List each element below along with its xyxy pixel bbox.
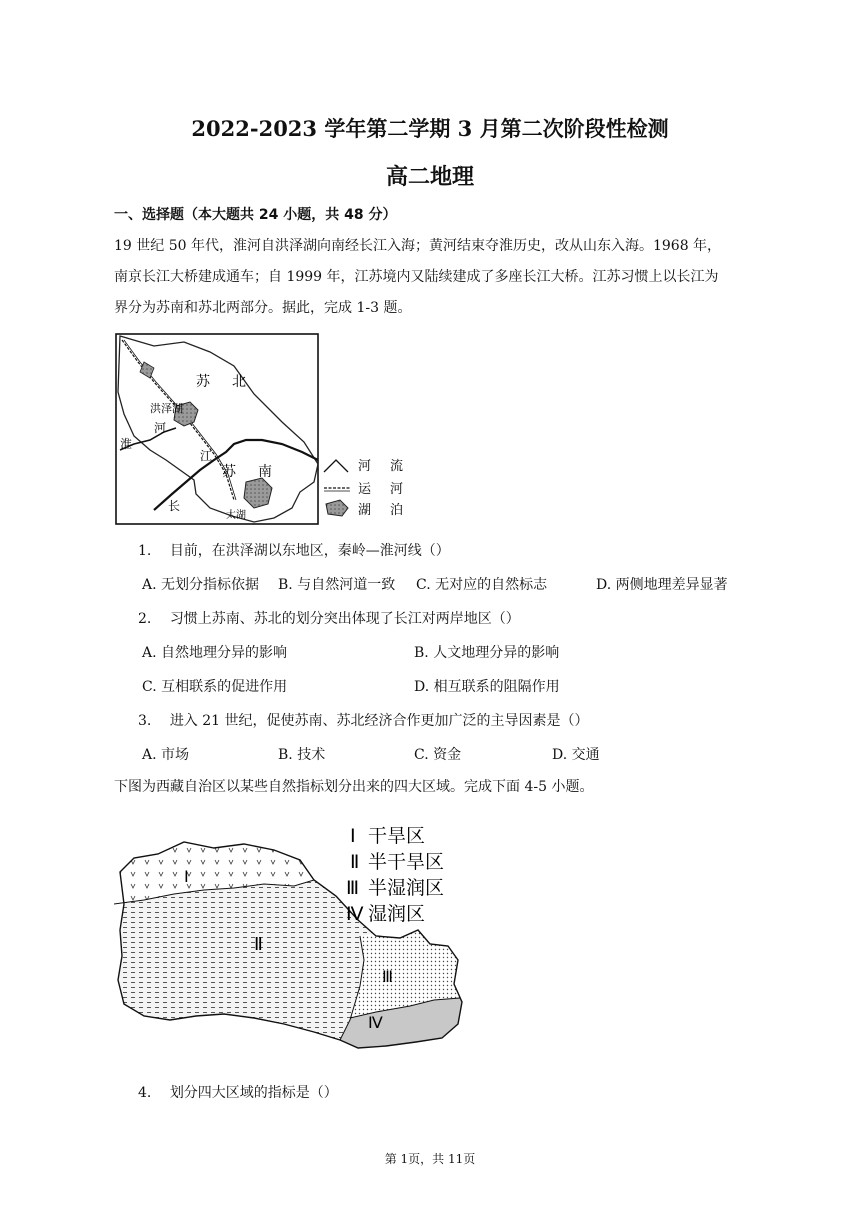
legend-numeral-iv: Ⅳ [346, 903, 364, 925]
tibet-map [114, 820, 474, 1065]
legend-name-iv: 湿润区 [368, 903, 426, 925]
legend-numeral-iii: Ⅲ [346, 877, 360, 899]
river-legend-icon [324, 460, 348, 472]
label-region-i: Ⅰ [184, 867, 189, 886]
option-1c: C. 无对应的自然标志 [416, 577, 548, 593]
question-stem: 习惯上苏南、苏北的划分突出体现了长江对两岸地区（） [169, 611, 520, 627]
option-3b: B. 技术 [278, 747, 326, 763]
question-stem: 目前，在洪泽湖以东地区，秦岭—淮河线（） [169, 543, 450, 559]
legend-canal-1: 运 [358, 482, 372, 497]
legend-lake-1: 湖 [358, 503, 372, 518]
legend-numeral-ii: Ⅱ [350, 851, 360, 873]
legend-name-ii: 半干旱区 [368, 851, 445, 873]
question-number: 4. [138, 1085, 152, 1101]
label-nan: 南 [258, 464, 272, 480]
question-4 [138, 1082, 338, 1102]
question-number: 3. [138, 713, 152, 729]
label-region-iii: Ⅲ [382, 967, 394, 986]
question-2 [138, 608, 520, 628]
legend-river-2: 流 [390, 459, 404, 474]
label-huai: 淮 [120, 437, 133, 451]
legend-name-i: 干旱区 [368, 825, 426, 847]
label-region-iv: Ⅳ [368, 1013, 383, 1032]
exam-title: 2022-2023 学年第二学期 3 月第二次阶段性检测 [191, 116, 669, 141]
label-hongze-lake: 洪泽湖 [150, 402, 183, 415]
option-1a: A. 无划分指标依据 [142, 577, 260, 593]
label-chang: 长 [168, 499, 181, 513]
map1-legend [324, 458, 403, 518]
option-2b: B. 人文地理分异的影响 [414, 645, 560, 661]
legend-lake-2: 泊 [390, 503, 404, 518]
map-frame [116, 334, 318, 524]
passage-line: 19 世纪 50 年代，淮河自洪泽湖向南经长江入海；黄河结束夺淮历史，改从山东入海。1968 年， [114, 238, 722, 254]
passage-2: 下图为西藏自治区以某些自然指标划分出来的四大区域。完成下面 4-5 小题。 [114, 779, 594, 795]
passage-line: 南京长江大桥建成通车；自 1999 年，江苏境内又陆续建成了多座长江大桥。江苏习惯上以长江为 [114, 269, 719, 285]
passage-line: 界分为苏南和苏北两部分。据此，完成 1-3 题。 [114, 300, 412, 316]
question-1 [138, 540, 450, 560]
jiangsu-map [114, 332, 414, 528]
legend-numeral-i: Ⅰ [350, 825, 356, 847]
label-taihu: 太湖 [226, 510, 246, 521]
question-stem: 划分四大区域的指标是（） [169, 1085, 338, 1101]
page-footer: 第 1页，共 11页 [384, 1152, 476, 1166]
option-1b: B. 与自然河道一致 [278, 577, 396, 593]
question-3 [138, 710, 589, 730]
map2-legend [346, 825, 444, 925]
lake-legend-icon [326, 500, 348, 516]
option-3a: A. 市场 [142, 747, 190, 763]
label-su-south: 苏 [222, 464, 236, 480]
label-su-north: 苏 [196, 374, 210, 390]
legend-canal-2: 河 [390, 482, 404, 497]
legend-river-1: 河 [358, 459, 372, 474]
section-heading: 一、选择题（本大题共 24 小题，共 48 分） [114, 207, 397, 223]
option-2a: A. 自然地理分异的影响 [142, 645, 288, 661]
subject-title: 高二地理 [385, 164, 474, 190]
question-stem: 进入 21 世纪，促使苏南、苏北经济合作更加广泛的主导因素是（） [169, 713, 589, 729]
option-3d: D. 交通 [552, 747, 600, 763]
label-bei: 北 [232, 374, 246, 390]
passage-1 [114, 231, 754, 324]
label-he: 河 [154, 421, 167, 435]
label-region-ii: Ⅱ [254, 934, 263, 955]
option-2c: C. 互相联系的促进作用 [142, 679, 288, 695]
option-2d: D. 相互联系的阻隔作用 [414, 679, 560, 695]
question-number: 1. [138, 543, 152, 559]
legend-name-iii: 半湿润区 [368, 877, 445, 899]
label-jiang: 江 [200, 449, 213, 463]
question-number: 2. [138, 611, 152, 627]
option-3c: C. 资金 [414, 747, 462, 763]
option-1d: D. 两侧地理差异显著 [596, 577, 728, 593]
